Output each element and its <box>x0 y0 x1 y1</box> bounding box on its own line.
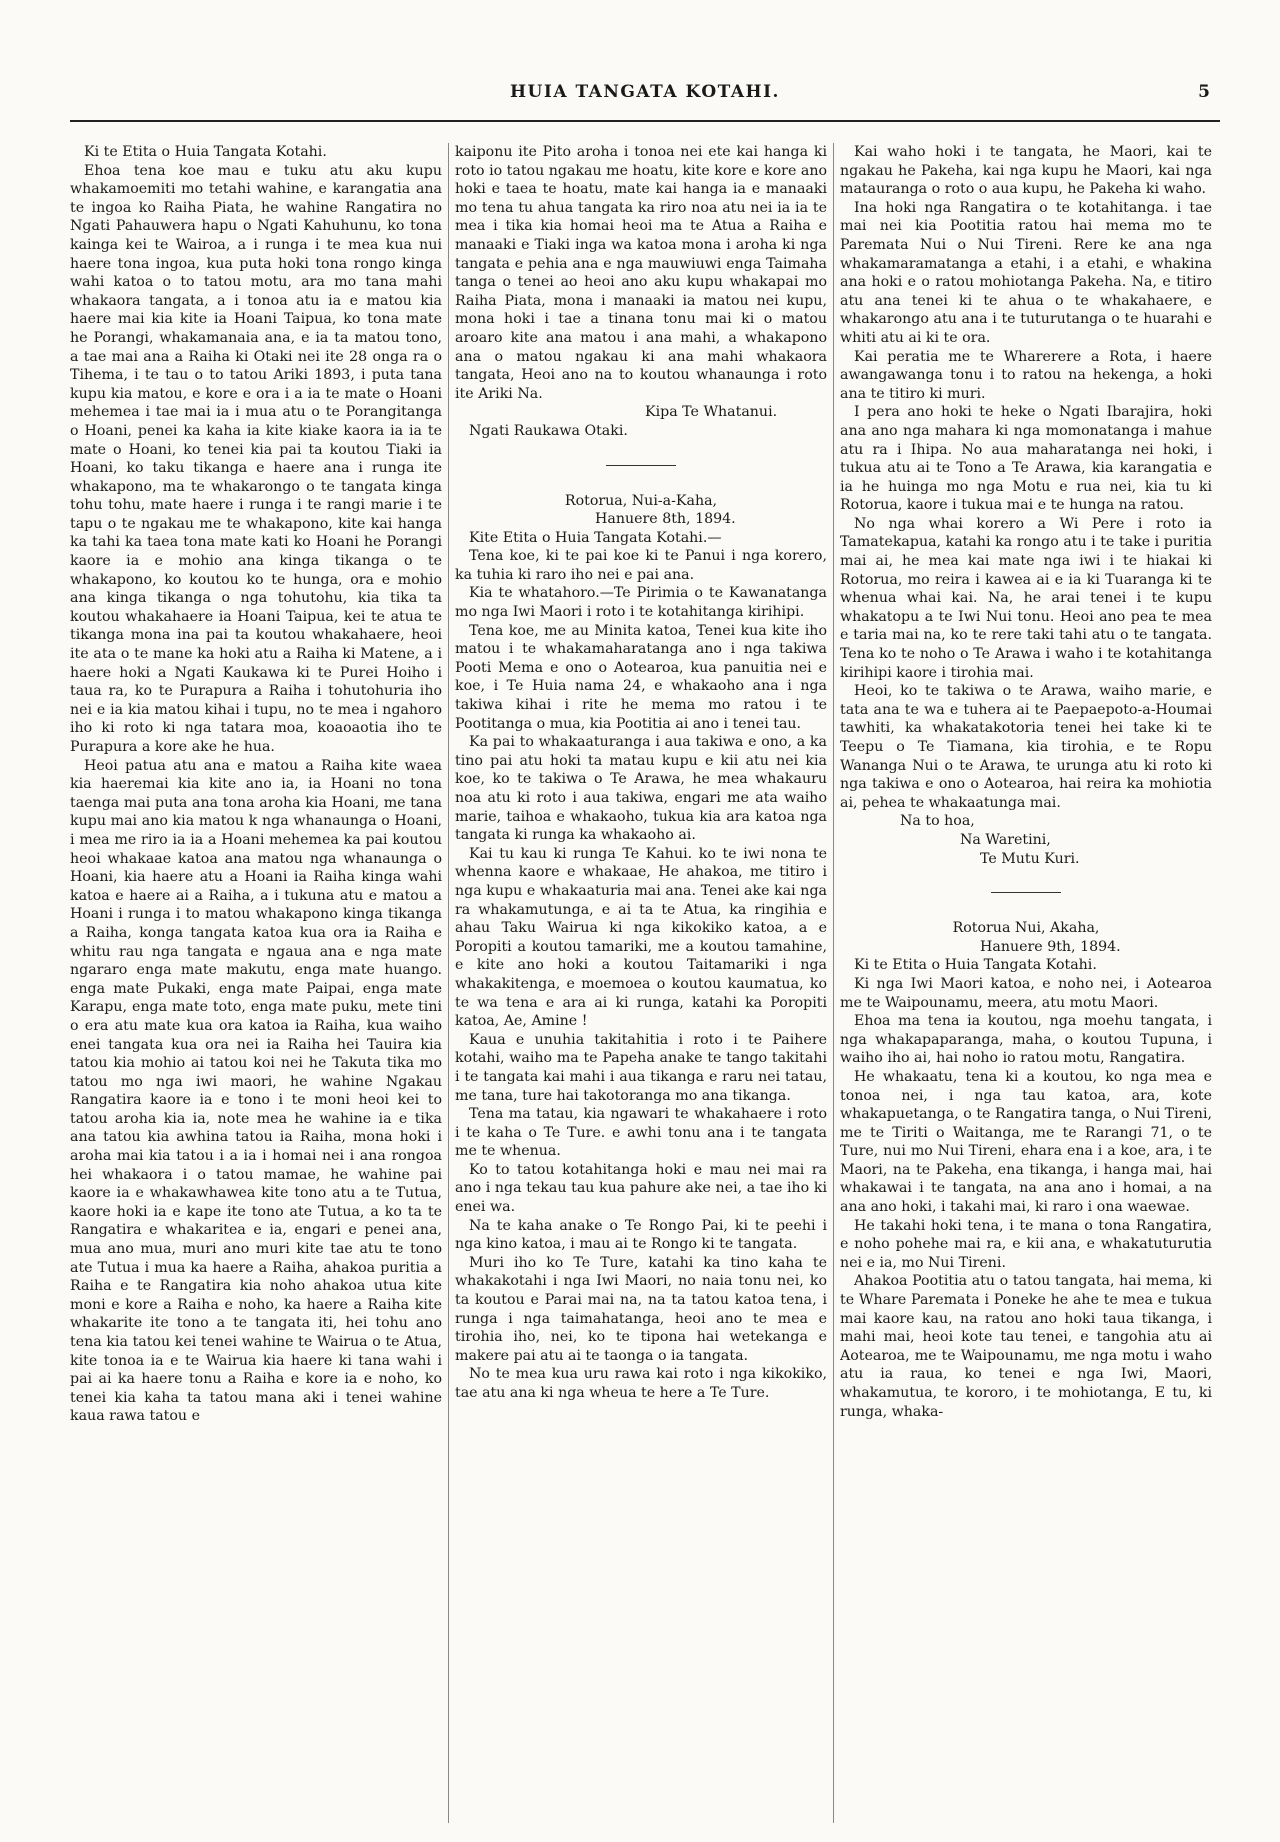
column-1 <box>70 143 442 1823</box>
paragraph: Heoi patua atu ana e matou a Raiha kite waea kia haeremai kia kite ano ia, ia Hoani no tona taenga mai puta ana tona aroha kia Hoani, me tana kupu mai ano kia matou k nga whanaunga o Hoani, i mea me riro ia ia a Hoani mehemea ka pai koutou heoi whakaae katoa ana matou nga whanaunga o Hoani, kia haere atu a Hoani ia Raiha kinga wahi katoa e haere ai a Raiha, a i tukuna atu e matou a Hoani i runga i to matou whakapono kinga tikanga a Raiha, konga tangata katoa kua ora ia Raiha e whitu rau nga tangata e ngaua ana e nga mate ngararo enga mate makutu, enga mate huango. enga mate Pukaki, enga mate Paipai, enga mate Karapu, enga mate toto, enga mate puku, mete tini o era atu mate kua ora katoa ia Raiha, kua waiho enei tangata kua ora nei ia Raiha hei Tauira kia tatou kia mohio ai tatou koi nei he Takuta tika mo tatou mo nga iwi maori, he wahine Ngakau Rangatira kaore ia e tono i te moni heoi kei to tatou aroha kia ia, note mea he wahine ia e tika ana tatou kia awhina tatou ia Raiha, mona hoki i aroha mai kia tatou i a ia i homai nei i ana rongoa hei whakaora i o tatou mamae, he wahine pai kaore ia e whakawhawea kite tono atu a te Tutua, kaore hoki ia e kape ite tono ate Tutua, a ko ta te Rangatira e whakaritea e ia, engari e penei ana, mua ano mua, muri ano muri kite tae atu te tono ate Tutua i mua ka haere a Raiha, ahakoa puritia a Raiha e te Rangatira kia noho ahakoa utua kite moni e kore a Raiha e noho, ka haere a Raiha kite whakarite ite tono a te tangata iti, hei tohu ano tena kia tatou kei tenei wahine te Wairua o te Atua, kite tonoa ia e te Wairua kia haere ki tana wahi i pai ai ka haere tonu a Raiha e kore ia e noho, ko tenei kia kaha ta tatou mana aki i tenei wahine kaua rawa tatou e <box>70 757 442 1425</box>
paragraph: Tena koe, me au Minita katoa, Tenei kua kite iho matou i te whakamaharatanga ano i nga takiwa Pooti Mema e ono o Aotearoa, kua panuitia nei e koe, i Te Huia nama 24, e whakaoho ana i nga takiwa kihai i rite he mema mo ratou i te Pootitanga o mua, kia Pootitia ai ano i tenei tau. <box>455 622 827 732</box>
page-header <box>70 82 1220 106</box>
section-divider <box>606 465 676 466</box>
paragraph: No nga whai korero a Wi Pere i roto ia Tamatekapua, katahi ka rongo atu i te take i puritia mai ai, he mea kai mate nga iwi i te hiakai ki Rotorua, mo reira i kawea ai e ia ki Tuaranga ki te whenua whai kai. Na, he arai tenei i te kupu whakatopu a te Iwi Nui tonu. Heoi ano pea te mea e taria mai na, ko te rere taki tahi atu o te tangata. Tena ko te noho o Te Arawa i waho i te kotahitanga kirihipi kaore i tirohia mai. <box>840 515 1212 681</box>
paragraph: Ehoa tena koe mau e tuku atu aku kupu whakamoemiti mo tetahi wahine, e karangatia ana te ingoa ko Raiha Piata, he wahine Rangatira no Ngati Pahauwera hapu o Ngati Kahuhunu, ko tona kainga kei te Wairoa, a i runga i te mea kua nui haere tona ingoa, kua puta hoki tona rongo kinga wahi katoa o to tatou motu, ara mo tana mahi whakaora tangata, a i tonoa atu ia e matou kia haere mai kia kite ia Hoani Taipua, ko tona mate he Porangi, whakamanaia ana, e ia ta matou tono, a tae mai ana a Raiha ki Otaki nei ite 28 onga ra o Tihema, i te tau o to tatou Ariki 1893, i puta tana kupu kia matou, e kore e ora i a ia te mate o Hoani mehemea i tae mai ia i mua atu o te Porangitanga o Hoani, penei ka kaha ia kite kiake kaora ia ia te mate o Hoani, ko tenei kia pai ta koutou Tiaki ia Hoani, ko taku tikanga e haere ana i runga ite whakapono, ma te whakarongo o te tangata kinga tohu tohu, mate haere i runga i te rangi marie i te tapu o te ngakau me te whakapono, kite kai hanga ka tahi ka taea tona mate kati ko Hoani he Porangi kaore ia e mohio ana kinga tikanga o te whakapono, ko koutou ko te hunga, ora e mohio ana kinga tikanga o nga tohutohu, kia tika ta koutou whakahaere ia Hoani Taipua, kei te atua te tikanga mona ina pai ta koutou whakahaere, heoi ite ata o te mane ka hoki atu a Raiha ki Matene, a i haere hoki a Ngati Kaukawa ki te Purei Hoiho i taua ra, ko te Purapura a Raiha i tohutohuria iho nei e ia kia matou kihai i tupu, no te mea i ngahoro iho ki roto ki nga tatara moa, koaoaotia iho te Purapura a kore ake he hua. <box>70 162 442 755</box>
paragraph: I pera ano hoki te heke o Ngati Ibarajira, hoki ana ano nga maharа ki nga momonatanga i mahue atu ra i Ihipa. No aua maharatanga nei hoki, i tukua atu ai te Tono a Te Arawa, kia karangatia e ia he huinga mo nga Motu e rua nei, kia tu ki Rotorua, kaore i tukua mai e te hunga na ratou. <box>840 404 1212 514</box>
column-2 <box>455 143 827 1823</box>
paragraph: No te mea kua uru rawa kai roto i nga kikokiko, tae atu ana ki nga wheua te here a Te Ture. <box>455 1366 827 1401</box>
paragraph: kaiponu ite Pito aroha i tonoa nei ete kai hanga ki roto io tatou ngakau me hoatu, kite kore e kore ano hoki e taea te hoatu, mate kai hanga ia e manaaki mo tena tu ahua tangata ka riro noa atu nei ia ia te mea i tika kia homai heoi ma te Atua a Raiha e manaaki e Tiaki inga wa katoa mona i aroha ki nga tangata e pehia ana e nga mauwiuwi enga Taimaha tanga o tenei ao heoi ano aku kupu whakapai mo Raiha Piata, mona i manaaki ia matou nei kupu, mona hoki i tae a tinana tonu mai ki o matou aroaro kite ana matou i ana mahi, a whakapono ana o matou ngakau ki ana mahi whakaora tangata, Heoi ano na to koutou whanaunga i roto ite Ariki Na. <box>455 144 827 402</box>
dateline-date: Hanuere 9th, 1894. <box>980 938 1121 955</box>
column-divider <box>833 143 834 1823</box>
closing: Na to hoa, <box>900 813 975 830</box>
paragraph: Heoi, ko te takiwa o te Arawa, waiho marie, e tata ana te wa e tuhera ai te Paepaepoto-a-Houmai tawhiti, ka whakatakotoria tenei hei take ki te Teepu o Te Tiamana, kia tirohia, e te Ropu Wananga Nui o te Arawa, te urunga atu ki roto ki nga takiwa e ono o Aotearoa, hai reira ka mohiotia ai, pehea te whakaatunga mai. <box>840 683 1212 811</box>
paragraph: Ki nga Iwi Maori katoa, e noho nei, i Aotearoa me te Waipounamu, meera, atu motu Maori. <box>840 975 1212 1011</box>
column-divider <box>448 143 449 1823</box>
signature-name: Te Mutu Kuri. <box>980 850 1080 867</box>
paragraph: Ko to tatou kotahitanga hoki e mau nei mai ra ano i nga tekau tau kua pahure ake nei, a tae iho ki enei wa. <box>455 1161 827 1216</box>
letter-salutation: Kite Etita o Huia Tangata Kotahi.— <box>469 529 722 546</box>
header-rule <box>70 120 1220 122</box>
paragraph: Ahakoa Pootitia atu o tatou tangata, hai mema, ki te Whare Paremata i Poneke he ahe te mea e tukua mai kaore kau, na ratou ano hoki taua tikanga, i mahi mai, heoi kote tau tenei, e tangohia atu ai Aotearoa, me te Waipounamu, me nga motu i waho atu ia raua, ko tenei e nga Iwi, Maori, whakamutua, te kororo, i te mohiotanga, E tu, ki runga, whaka- <box>840 1273 1212 1420</box>
letter-salutation: Ki te Etita o Huia Tangata Kotahi. <box>854 957 1097 974</box>
dateline-place: Rotorua, Nui-a-Kaha, <box>564 492 718 509</box>
paragraph: Tena ma tatau, kia ngawari te whakahaere i roto i te kaha o Te Ture. e awhi tonu ana i te tangata me te whenua. <box>455 1106 827 1160</box>
paragraph: Muri iho ko Te Ture, katahi ka tino kaha te whakakotahi i nga Iwi Maori, no naia tonu nei, ko ta koutou e Parai mai na, na ta tatou katoa tena, i runga i nga taimahatanga, heoi ano te mea e tirohia iho, nei, ko te tipona hai wetekanga e makere pai atu ai te taonga o ia tangata. <box>455 1254 827 1364</box>
letter-salutation: Ki te Etita o Huia Tangata Kotahi. <box>84 144 327 160</box>
signature-name: Na Waretini, <box>960 831 1051 848</box>
running-title: HUIA TANGATA KOTAHI. <box>510 82 780 102</box>
paragraph: He whakaatu, tena ki a koutou, ko nga mea e tonoa nei, i nga tau katoa, ara, kote whakapuetanga, o te Rangatira tanga, o Nui Tireni, me te Tiriti o Waitanga, me te Rarangi 71, o te Ture, nui mo Nui Tireni, ehara ena i a koe, ara, i te Maori, na te Pakeha, ena tikanga, i hanga mai, hai whakawai i te tangata, na ana ano i homai, a na ana ano hoki, i takahi mai, ki raro i ona waewae. <box>840 1068 1212 1216</box>
dateline-place: Rotorua Nui, Akaha, <box>952 920 1100 937</box>
paragraph: Kai tu kau ki runga Te Kahui. ko te iwi nona te whenna kaore e whakaae, He ahakoa, me titiro i nga kupu e whakaaturia mai ana. Tenei ake kai nga ra whakamutunga, e ai ta te Atua, ka ringihia e ahau Taku Wairua ki nga kikokiko katoa, a e Poropiti a koutou tamariki, me a koutou tamahine, e kite ano hoki a koutou Taitamariki i nga whakakitenga, e moemoea o koutou kaumatua, ko te wa tena e ara ai ki runga, katahi ka Poropiti katoa, Ae, Amine ! <box>455 845 827 1030</box>
paragraph: Tena koe, ki te pai koe ki te Panui i nga korero, ka tuhia ki raro iho nei e pai ana. <box>455 548 827 583</box>
paragraph: Kia te whatahoro.—Te Pirimia o te Kawanatanga mo nga Iwi Maori i roto i te kotahitanga kirihipi. <box>455 585 827 621</box>
signature-name: Kipa Te Whatanui. <box>645 404 778 421</box>
signature-tribe: Ngati Raukawa Otaki. <box>469 422 628 439</box>
paragraph: Ina hoki nga Rangatira o te kotahitanga. i tae mai nei kia Pootitia ratou hai mema mo te Paremata Nui o Nui Tireni. Rere ke ana nga whakamaramatanga a etahi, i a etahi, e whakina ana hoki e o ratou mohiotanga Pakeha. Na, e titiro atu ana tenei ki te ahua o te whakahaere, e whakarongo atu ana i te tuturutanga o te huarahi e whiti atu ai ki te ora. <box>840 199 1212 346</box>
paragraph: Kai waho hoki i te tangata, he Maori, kai te ngakau he Pakeha, kai nga kupu he Maori, kai nga matauranga o roto o aua kupu, he Pakeha ki waho. <box>840 144 1212 198</box>
paragraph: Ehoa ma tena ia koutou, nga moehu tangata, i nga whakapaparanga, maha, o koutou Tupuna, i waiho iho ai, hai noho io ratou motu, Rangatira. <box>840 1013 1212 1067</box>
section-divider <box>991 892 1061 893</box>
paragraph: Kai peratia me te Wharerere a Rota, i haere awangawanga tonu i to ratou na hekenga, a hoki ana te titiro ki muri. <box>840 348 1212 402</box>
dateline-date: Hanuere 8th, 1894. <box>595 511 736 528</box>
page-number: 5 <box>1198 82 1210 102</box>
paragraph: Na te kaha anake o Te Rongo Pai, ki te peehi i nga kino katoa, i mau ai te Rongo ki te tangata. <box>455 1217 827 1253</box>
paragraph: He takahi hoki tena, i te mana o tona Rangatira, e noho pohehe mai ra, e kii ana, e whakatuturutia nei e ia, mo Nui Tireni. <box>840 1217 1212 1271</box>
column-3 <box>840 143 1212 1823</box>
paragraph: Kaua e unuhia takitahitia i roto i te Paihere kotahi, waiho ma te Papeha anake te tango takitahi i te tangata kai mahi i aua tikanga e raru nei tatau, me tana, ture hai takotoranga mo ana tikanga. <box>455 1031 827 1104</box>
paragraph: Ka pai to whakaaturanga i aua takiwa e ono, a ka tino pai atu hoki ta matau kupu e kii atu nei kia koe, ko te takiwa o Te Arawa, he mea whakauru noa atu ki roto i aua takiwa, engari me ata waiho marie, taihoa e whakaoho, tukua kia ara katoa nga tangata ki runga ka whakaoho ai. <box>455 734 827 844</box>
